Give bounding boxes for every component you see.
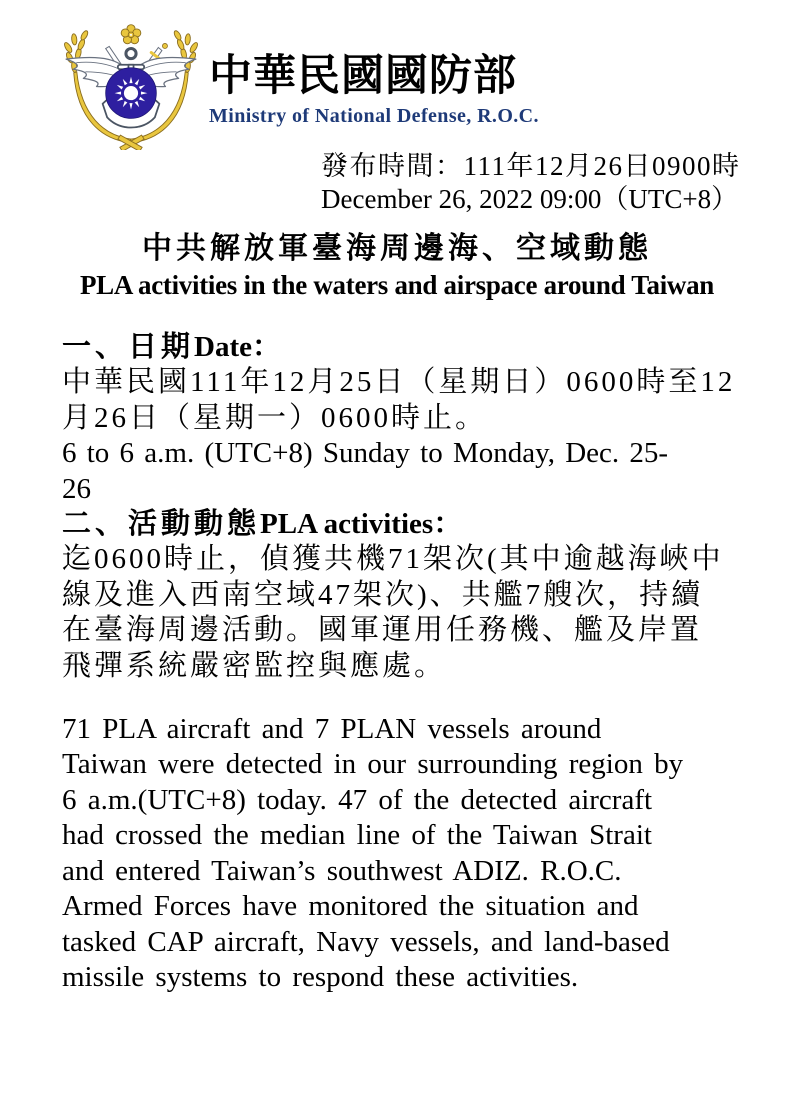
section-activities-heading-zh: 二、活動動態: [62, 508, 261, 541]
org-title-block: [209, 22, 539, 128]
section-date-heading: [62, 330, 740, 365]
doc-title-en: PLA activities in the waters and airspace around Taiwan: [79, 270, 715, 300]
section-date-heading-zh: 一、日期: [62, 331, 195, 363]
text-line: 6 a.m.(UTC+8) today. 47 of the detected aircraft: [62, 783, 653, 816]
section-activities-heading-en: PLA activities: [260, 508, 434, 541]
section-activities-zh-text: [62, 542, 740, 684]
text-line: 月26日（星期一）0600時止。: [62, 401, 488, 434]
text-line: 迄0600時止，偵獲共機71架次(其中逾越海峽中: [62, 543, 724, 576]
text-line: missile systems to respond these activities.: [62, 960, 579, 993]
english-summary-paragraph: [62, 712, 740, 995]
section-date-heading-en: Date: [194, 331, 252, 363]
section-activities-heading: [62, 507, 740, 542]
org-title-zh: 中華民國國防部: [209, 53, 517, 100]
section-date-heading-colon: ：: [252, 331, 282, 363]
doc-body: [62, 330, 740, 995]
text-line: Taiwan were detected in our surrounding region by: [62, 748, 684, 781]
release-time-en: December 26, 2022 09:00（UTC+8）: [321, 184, 739, 214]
text-line: 6 to 6 a.m. (UTC+8) Sunday to Monday, Dec. 25-: [62, 437, 669, 470]
section-date-en-text: [62, 436, 740, 507]
text-line: 飛彈系統嚴密監控與應處。: [62, 649, 447, 682]
section-activities-heading-colon: ：: [433, 508, 463, 541]
text-line: 在臺海周邊活動。國軍運用任務機、艦及岸置: [62, 614, 703, 647]
mnd-emblem-icon: [55, 22, 207, 150]
text-line: 26: [62, 472, 91, 505]
doc-title-zh: 中共解放軍臺海周邊海、空域動態: [142, 232, 652, 265]
text-line: had crossed the median line of the Taiwan Strait: [62, 819, 652, 852]
text-line: and entered Taiwan’s southwest ADIZ. R.O.C.: [62, 854, 622, 887]
org-title-en: Ministry of National Defense, R.O.C.: [209, 105, 539, 127]
plum-blossom-icon: [121, 25, 141, 44]
text-line: tasked CAP aircraft, Navy vessels, and land-based: [62, 925, 670, 958]
release-time-zh: 發布時間：111年12月26日0900時: [321, 151, 741, 181]
section-date-zh-text: [62, 365, 740, 436]
mnd-header: [55, 22, 539, 150]
doc-title: [0, 231, 794, 302]
text-line: Armed Forces have monitored the situation and: [62, 890, 639, 923]
text-line: 線及進入西南空域47架次)、共艦7艘次，持續: [62, 578, 704, 611]
release-time: [321, 150, 741, 216]
text-line: 71 PLA aircraft and 7 PLAN vessels around: [62, 713, 602, 746]
text-line: 中華民國111年12月25日（星期日）0600時至12: [62, 366, 736, 399]
